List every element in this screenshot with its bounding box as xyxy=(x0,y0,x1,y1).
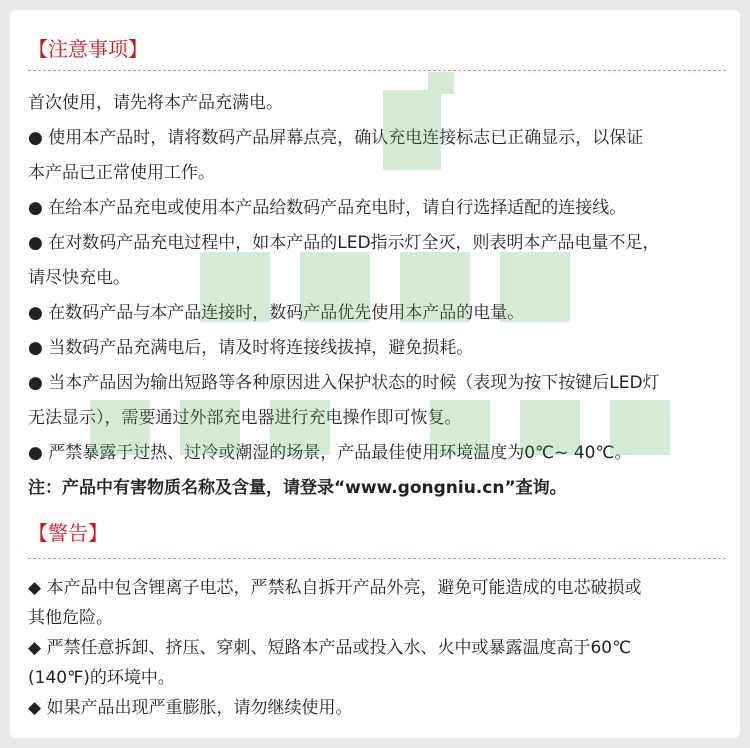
warning-line: ◆ 严禁任意拆卸、挤压、穿刺、短路本产品或投入水、火中或暴露温度高于60℃ xyxy=(28,638,632,658)
notice-line: 本产品已正常使用工作。 xyxy=(28,163,215,183)
notice-line: 首次使用，请先将本产品充满电。 xyxy=(28,93,283,113)
notice-line: 无法显示），需要通过外部充电器进行充电操作即可恢复。 xyxy=(28,408,462,428)
notice-line: ● 在数码产品与本产品连接时，数码产品优先使用本产品的电量。 xyxy=(28,303,525,323)
warning-line: (140℉)的环境中。 xyxy=(28,668,175,688)
warning-divider xyxy=(28,558,726,559)
notice-line: ● 在给本产品充电或使用本产品给数码产品充电时，请自行选择适配的连接线。 xyxy=(28,198,627,218)
notice-card xyxy=(10,10,740,738)
warning-line: ◆ 本产品中包含锂离子电芯，严禁私自拆开产品外亮，避免可能造成的电芯破损或 xyxy=(28,578,642,598)
warning-title: 【警告】 xyxy=(28,521,108,545)
notice-title: 【注意事项】 xyxy=(28,37,148,61)
notice-line: ● 在对数码产品充电过程中，如本产品的LED指示灯全灭，则表明本产品电量不足， xyxy=(28,233,660,253)
notice-line: ● 使用本产品时，请将数码产品屏幕点亮，确认充电连接标志已正确显示，以保证 xyxy=(28,128,644,148)
notice-line: ● 当本产品因为输出短路等各种原因进入保护状态的时候（表现为按下按键后LED灯 xyxy=(28,373,660,393)
notice-note: 注：产品中有害物质名称及含量，请登录“www.gongniu.cn”查询。 xyxy=(28,478,567,498)
notice-line: 请尽快充电。 xyxy=(28,268,130,288)
notice-line: ● 当数码产品充满电后，请及时将连接线拔掉，避免损耗。 xyxy=(28,338,474,358)
notice-line: ● 严禁暴露于过热、过冷或潮湿的场景，产品最佳使用环境温度为0℃~ 40℃。 xyxy=(28,443,632,463)
warning-line: 其他危险。 xyxy=(28,608,113,628)
notice-divider xyxy=(28,70,726,71)
warning-line: ◆ 如果产品出现严重膨胀，请勿继续使用。 xyxy=(28,698,353,718)
